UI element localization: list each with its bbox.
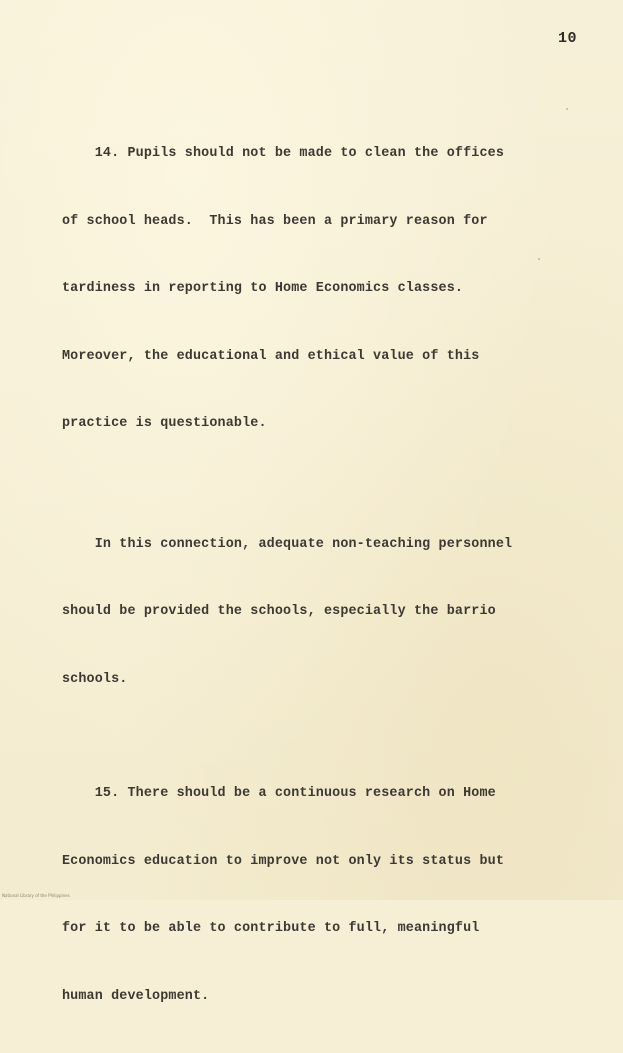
text-line: Moreover, the educational and ethical value of this [62,348,480,364]
paragraph-gap [62,481,572,489]
archive-credit: National Library of the Philippines [2,893,70,898]
text-line: for it to be able to contribute to full, meaningful [62,921,480,936]
paragraph-connection [62,489,572,737]
text-line: practice is questionable. [62,416,267,431]
text-line: should be provided the schools, especially the barrio [62,604,496,619]
document-body [62,98,572,1053]
text-line: schools. [62,671,128,687]
paragraph-14 [62,98,572,481]
paragraph-15 [62,738,572,1053]
text-line: 15. There should be a continuous research on Home [62,786,496,801]
text-line: Economics education to improve not only its status but [62,853,505,869]
text-line: 14. Pupils should not be made to clean the offices [62,146,505,161]
text-line: In this connection, adequate non-teaching personnel [62,536,513,552]
text-line: tardiness in reporting to Home Economics classes. [62,281,464,296]
text-line: of school heads. This has been a primary reason for [62,213,488,229]
text-line: human development. [62,988,210,1004]
page-number: 10 [557,30,577,47]
